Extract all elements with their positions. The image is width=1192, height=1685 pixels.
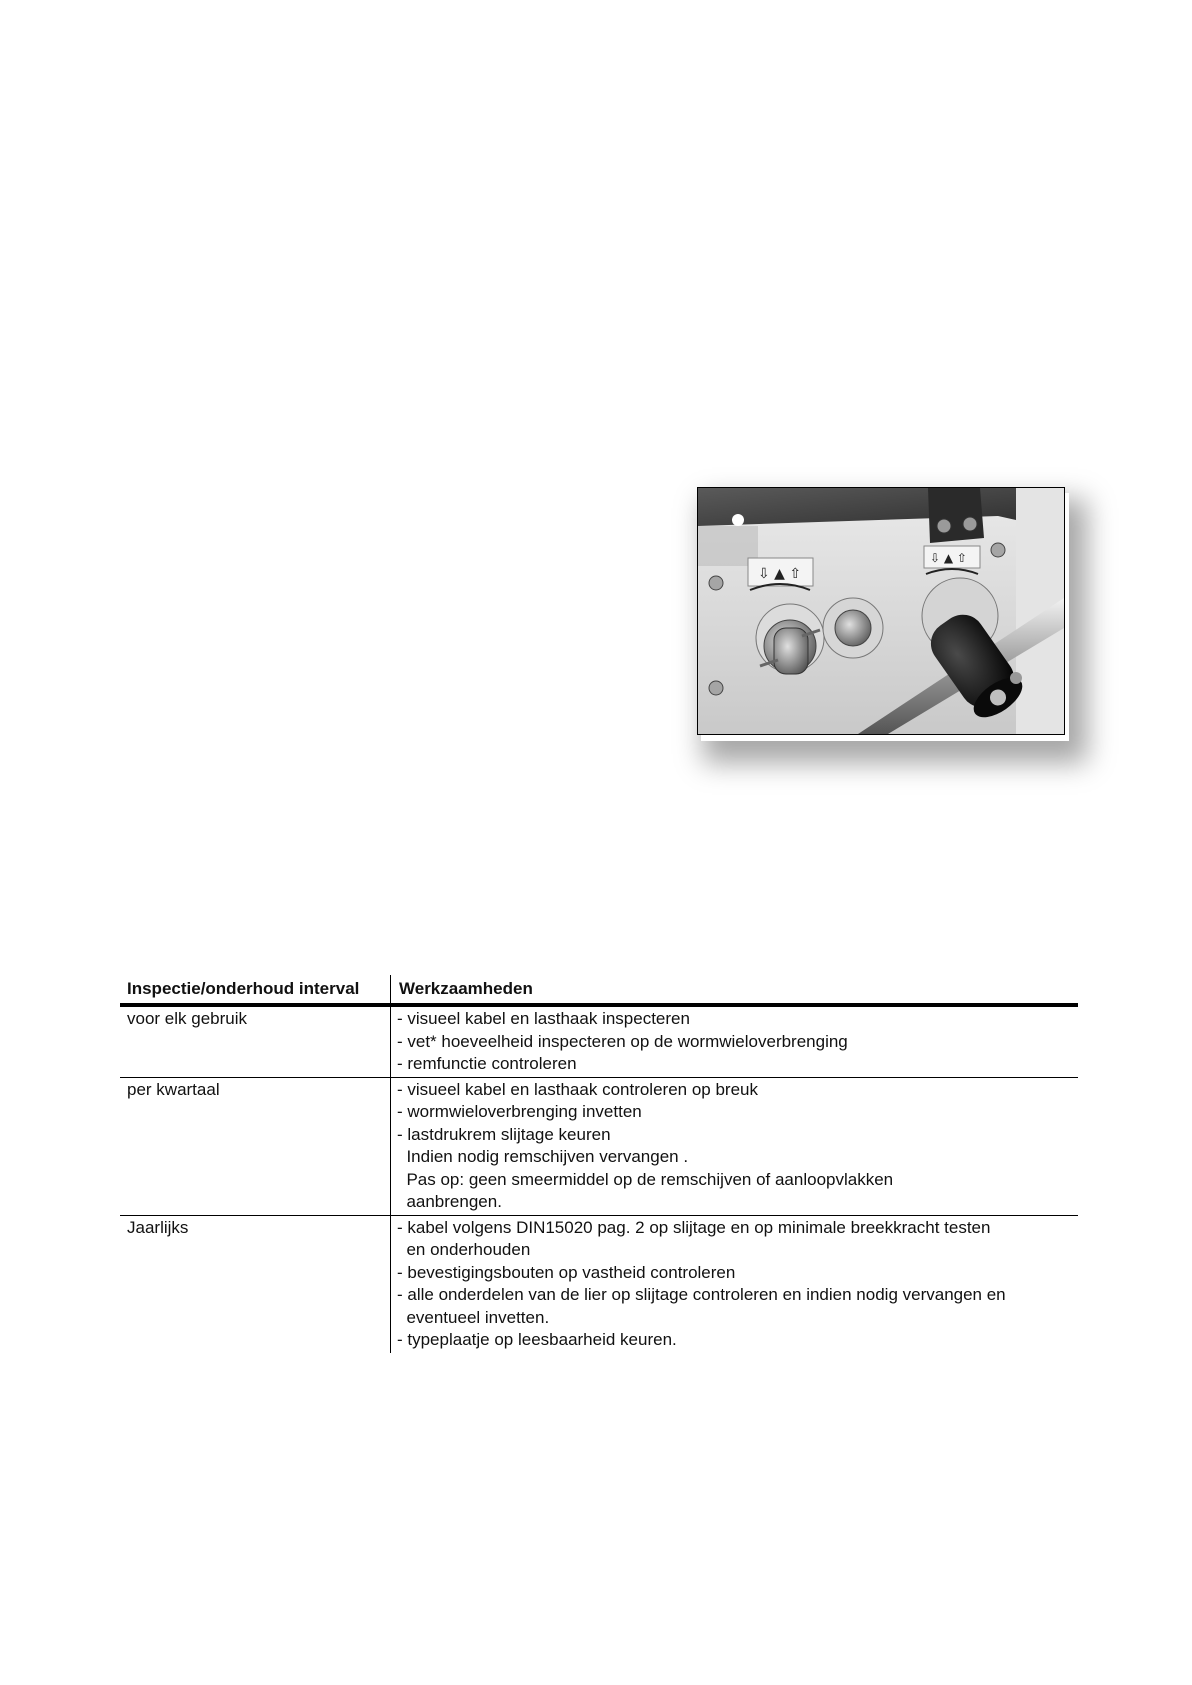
row-interval: per kwartaal — [127, 1079, 220, 1099]
task-line: eventueel invetten. — [397, 1307, 550, 1327]
task-line: - bevestigingsbouten op vastheid controleren — [397, 1262, 736, 1282]
task-line: Indien nodig remschijven vervangen . — [397, 1147, 689, 1166]
row-interval: voor elk gebruik — [127, 1009, 248, 1028]
table-row — [120, 1007, 1078, 1078]
task-line: - lastdrukrem slijtage keuren — [397, 1124, 611, 1144]
maintenance-table — [120, 975, 1078, 1353]
winch-photo-frame — [697, 487, 1065, 735]
header-tasks: Werkzaamheden — [390, 975, 1078, 1003]
winch-illustration — [698, 488, 1064, 734]
svg-text:⇩ ▲ ⇧: ⇩ ▲ ⇧ — [758, 566, 802, 582]
row-tasks — [390, 1078, 1078, 1215]
row-tasks — [390, 1216, 1078, 1353]
task-line: Pas op: geen smeermiddel op de remschijven of aanloopvlakken — [397, 1169, 894, 1189]
table-row — [120, 1078, 1078, 1216]
header-interval: Inspectie/onderhoud interval — [127, 979, 360, 998]
task-line: - visueel kabel en lasthaak controleren op breuk — [397, 1079, 758, 1099]
svg-text:⇩ ▲ ⇧: ⇩ ▲ ⇧ — [930, 551, 967, 565]
table-row — [120, 1216, 1078, 1353]
task-line: aanbrengen. — [397, 1192, 502, 1211]
task-line: - vet* hoeveelheid inspecteren op de wormwieloverbrenging — [397, 1031, 848, 1051]
winch-photo — [697, 487, 1065, 735]
task-line: - alle onderdelen van de lier op slijtage controleren en indien nodig vervangen en — [397, 1285, 1006, 1304]
task-line: - typeplaatje op leesbaarheid keuren. — [397, 1330, 677, 1349]
task-line: - remfunctie controleren — [397, 1054, 577, 1073]
task-line: en onderhouden — [397, 1240, 531, 1259]
row-interval: Jaarlijks — [127, 1217, 189, 1237]
row-tasks — [390, 1007, 1078, 1077]
table-header — [120, 975, 1078, 1007]
task-line: - kabel volgens DIN15020 pag. 2 op slijtage en op minimale breekkracht testen — [397, 1217, 991, 1237]
task-line: - visueel kabel en lasthaak inspecteren — [397, 1009, 690, 1028]
task-line: - wormwieloverbrenging invetten — [397, 1102, 642, 1121]
